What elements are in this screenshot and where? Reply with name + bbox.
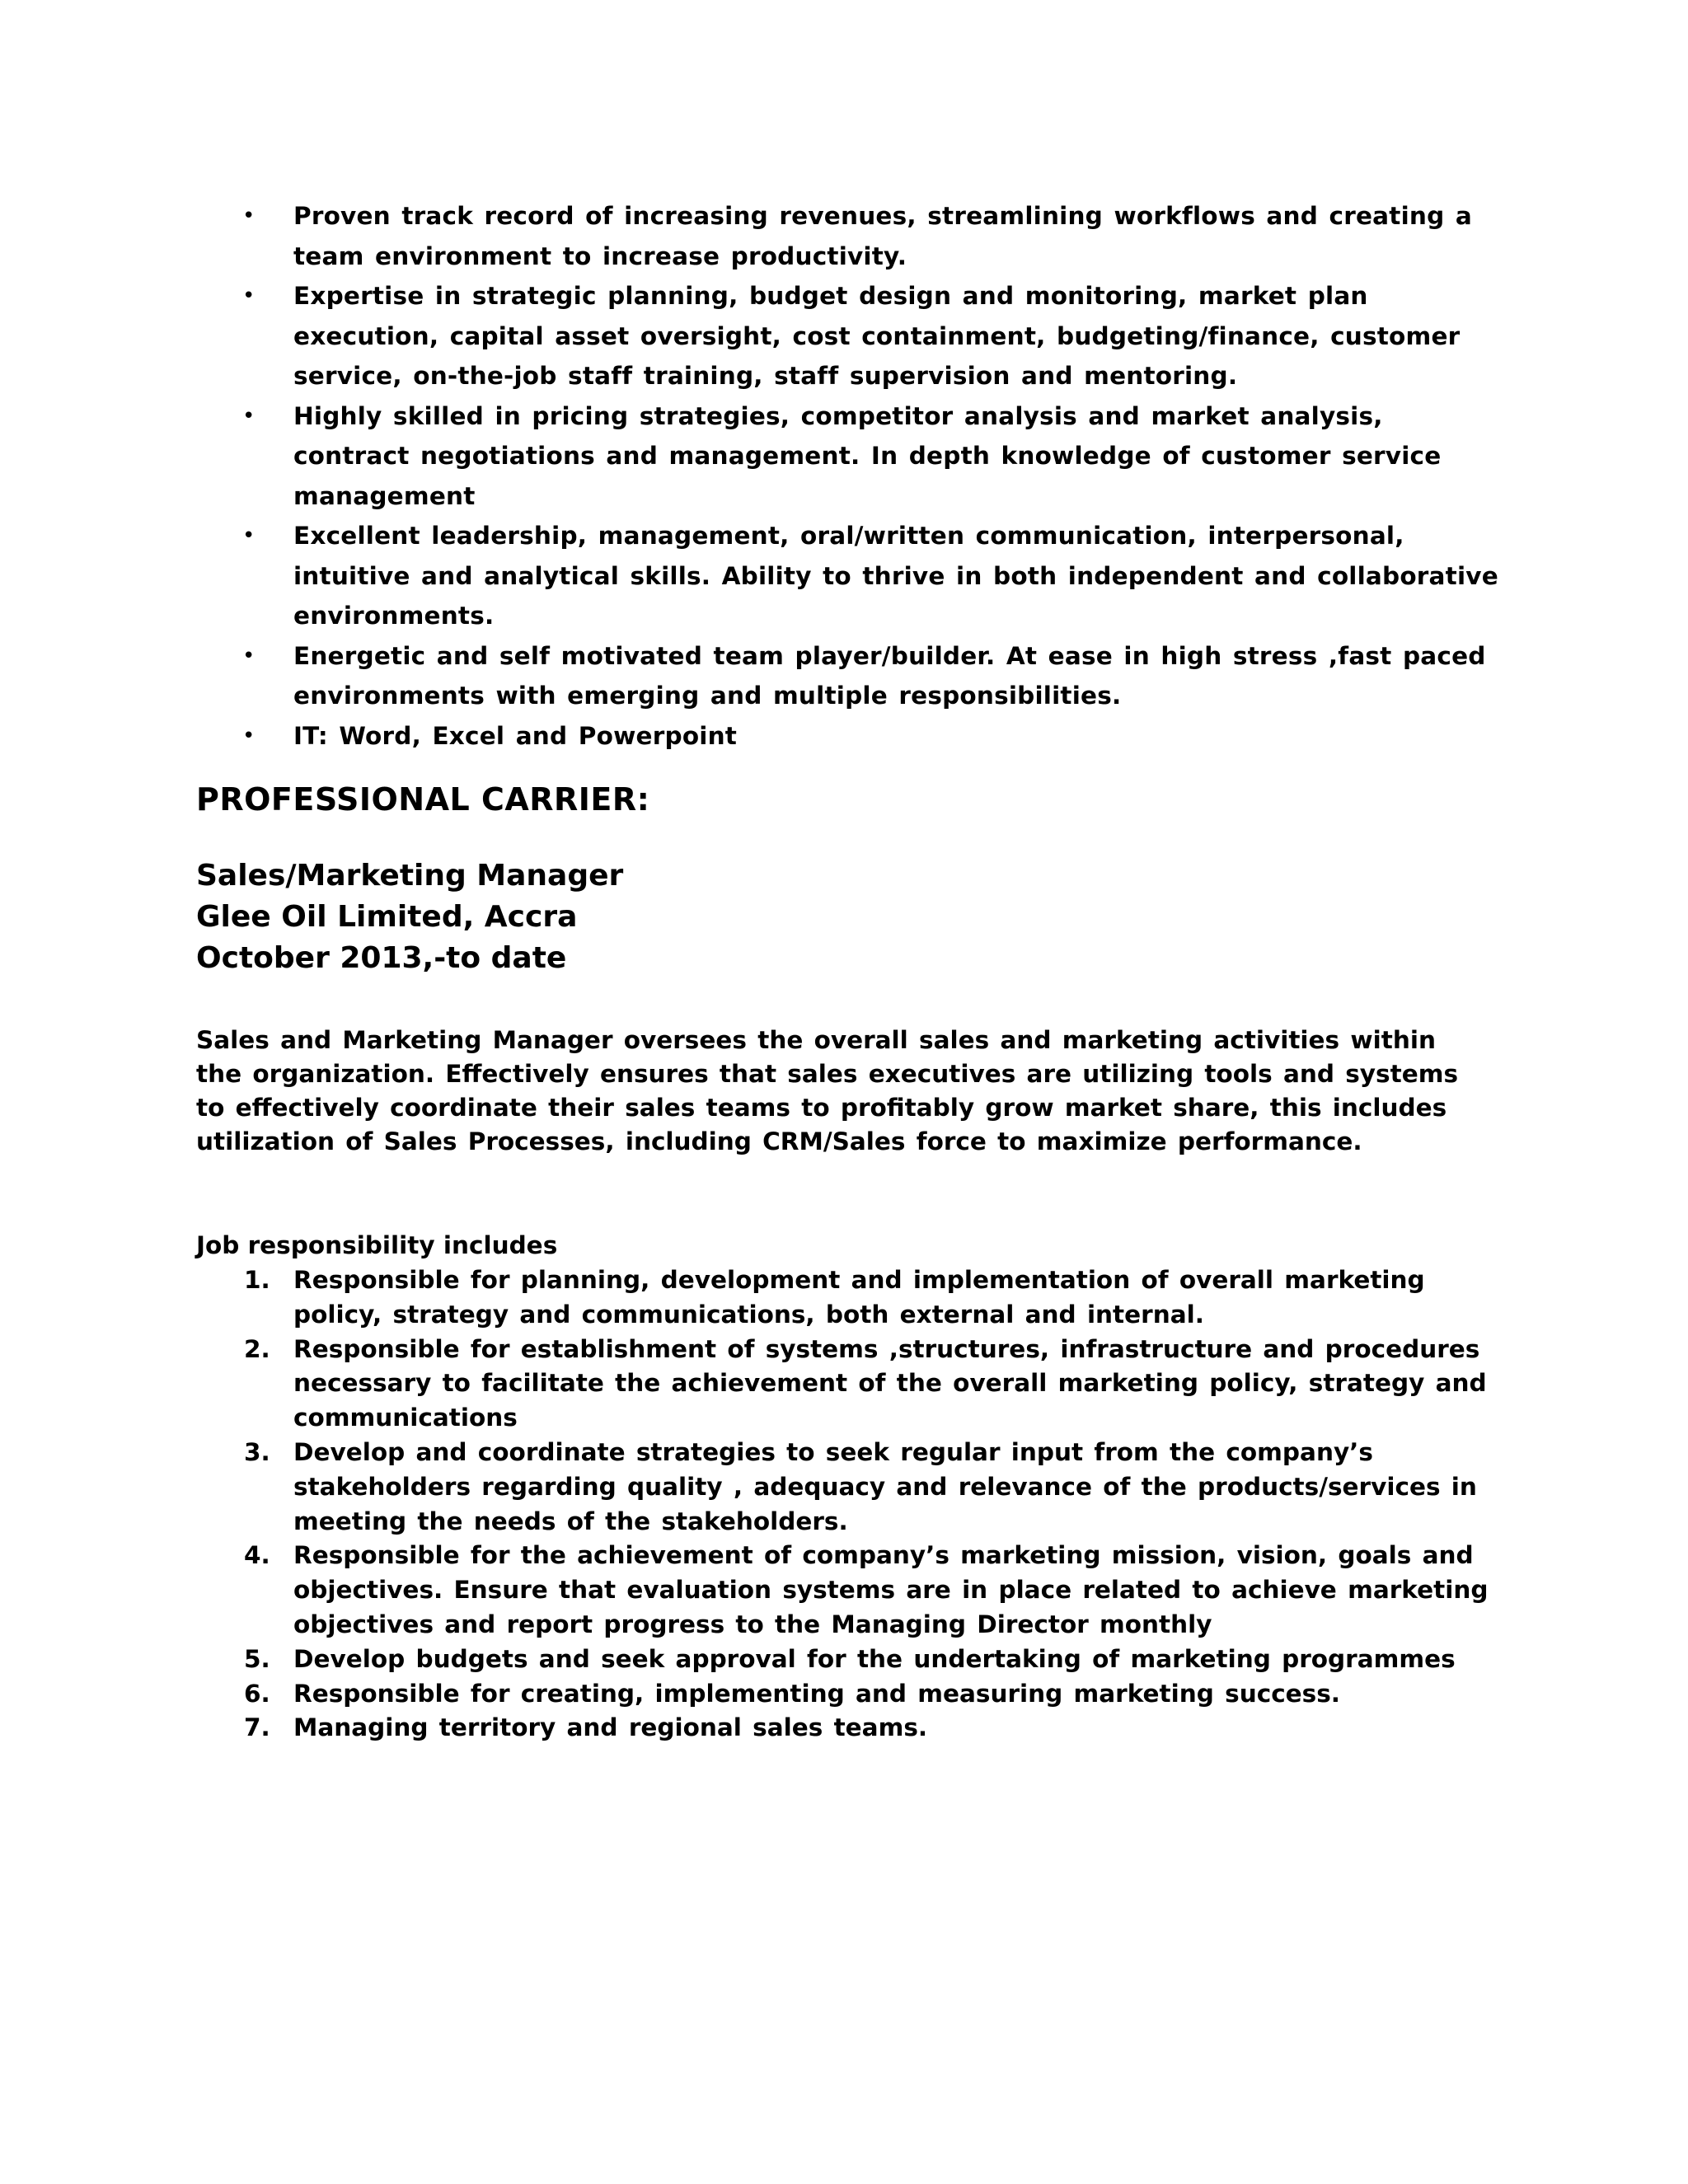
item-number: 6. [244,1679,270,1708]
responsibilities-label: Job responsibility includes [196,1231,558,1259]
bullet-icon: • [242,523,256,548]
item-number: 7. [244,1713,270,1742]
skill-text: Expertise in strategic planning, budget design and monitoring, market plan execution, capital asset oversight, cost containment, budgeting/finance, customer service, on-the-job staff training, staff supervision and mentoring. [293,282,1461,390]
section-heading: PROFESSIONAL CARRIER: [196,781,650,818]
responsibility-item [196,1711,1498,1746]
item-number: 1. [244,1266,270,1294]
skill-text: IT: Word, Excel and Powerpoint [293,721,738,750]
responsibility-item [196,1436,1498,1539]
skills-list [196,196,1498,756]
bullet-icon: • [242,204,256,228]
job-header [196,855,623,979]
skills-list-item [196,716,1498,757]
bullet-icon: • [242,643,256,668]
responsibility-item [196,1643,1498,1677]
job-company: Glee Oil Limited, Accra [196,900,578,934]
skills-list-item [196,636,1498,716]
responsibility-text: Responsible for the achievement of company’s marketing mission, vision, goals and objectives. Ensure that evaluation systems are in place related to achieve marketing objectives and report progress to the Managing Director monthly [293,1541,1489,1638]
responsibility-text: Responsible for establishment of systems ,structures, infrastructure and procedures necessary to facilitate the achievement of the overall marketing policy, strategy and communications [293,1334,1487,1432]
skills-list-item [196,276,1498,396]
job-summary: Sales and Marketing Manager oversees the overall sales and marketing activities within the organization. Effectively ensures that sales executives are utilizing tools and systems to effectively coordinate their sales teams to profitably grow market share, this includes utilization of Sales Processes, including CRM/Sales force to maximize performance. [196,1026,1459,1155]
responsibility-text: Develop budgets and seek approval for the undertaking of marketing programmes [293,1644,1456,1673]
item-number: 2. [244,1334,270,1363]
responsibility-item [196,1263,1498,1333]
skill-text: Highly skilled in pricing strategies, competitor analysis and market analysis, contract negotiations and management. In depth knowledge of customer service management [293,401,1442,510]
bullet-icon: • [242,403,256,429]
responsibility-text: Develop and coordinate strategies to seek regular input from the company’s stakeholders regarding quality , adequacy and relevance of the products/services in meeting the needs of the stakeholders. [293,1437,1477,1535]
responsibility-text: Managing territory and regional sales teams. [293,1713,928,1742]
bullet-icon: • [242,284,256,308]
responsibility-item [196,1677,1498,1712]
item-number: 5. [244,1644,270,1673]
responsibility-item [196,1539,1498,1642]
skills-list-item [196,196,1498,276]
job-title: Sales/Marketing Manager [196,859,624,893]
skill-text: Excellent leadership, management, oral/written communication, interpersonal, intuitive and analytical skills. Ability to thrive in both independent and collaborative environments. [293,522,1498,630]
responsibility-text: Responsible for planning, development and implementation of overall marketing policy, strategy and communications, both external and internal. [293,1266,1425,1329]
responsibility-text: Responsible for creating, implementing and measuring marketing success. [293,1679,1341,1708]
skills-list-item [196,396,1498,517]
bullet-icon: • [242,723,256,748]
item-number: 3. [244,1437,270,1466]
job-dates: October 2013,-to date [196,941,567,975]
skill-text: Proven track record of increasing revenues, streamlining workflows and creating a team environment to increase productivity. [293,202,1472,270]
skill-text: Energetic and self motivated team player/builder. At ease in high stress ,fast paced environments with emerging and multiple responsibilities. [293,641,1486,710]
item-number: 4. [244,1541,270,1570]
responsibilities-list [196,1263,1498,1746]
responsibility-item [196,1333,1498,1436]
skills-list-item [196,516,1498,636]
